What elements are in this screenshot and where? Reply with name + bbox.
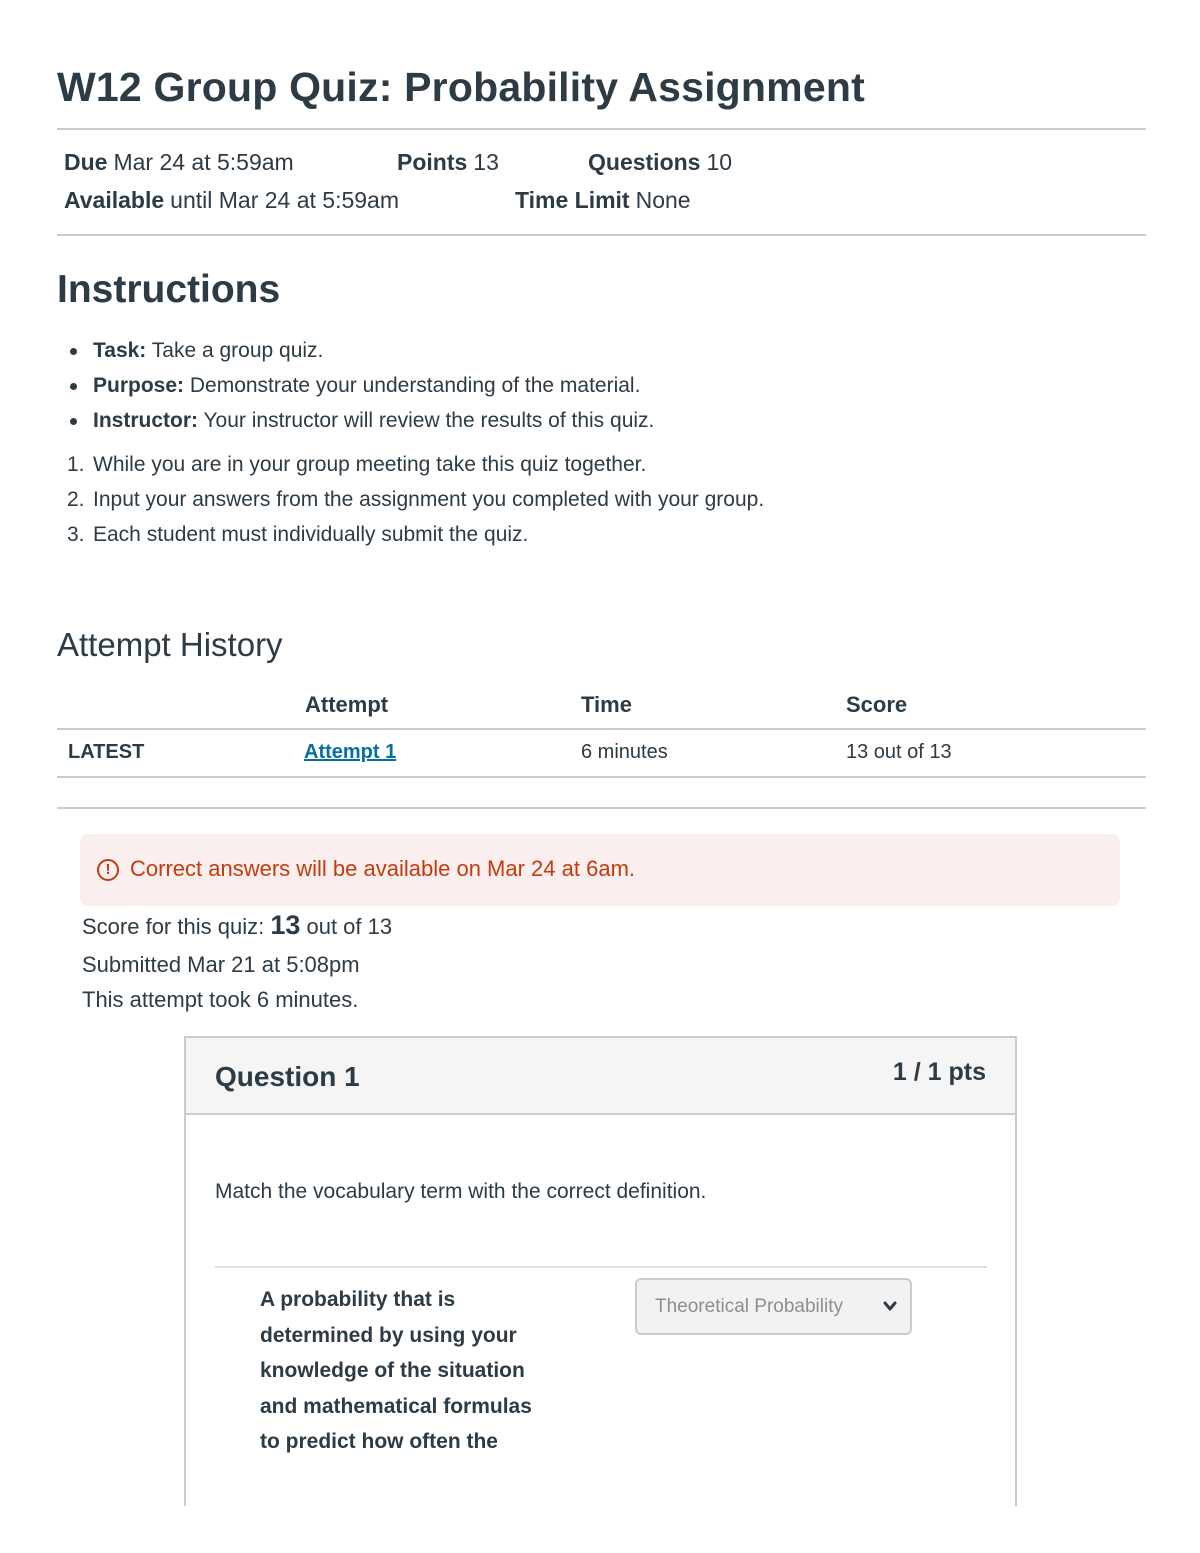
column-header-time: Time xyxy=(581,692,632,717)
selected-answer: Theoretical Probability xyxy=(655,1296,843,1317)
list-item: 3. Each student must individually submit the quiz. xyxy=(67,523,529,546)
table-header-divider xyxy=(57,728,1146,730)
attempt-time: 6 minutes xyxy=(581,741,668,763)
table-row-divider xyxy=(57,776,1146,778)
match-term: A probability that is determined by using your knowledge of the situation and mathematical formulas to predict how often the xyxy=(260,1288,532,1453)
warning-icon: ! xyxy=(97,859,119,881)
chevron-down-icon xyxy=(880,1295,900,1317)
list-item: Purpose: Demonstrate your understanding of the material. xyxy=(93,371,654,406)
available-info: Available until Mar 24 at 5:59am xyxy=(64,187,399,213)
divider xyxy=(57,128,1146,130)
instructions-bullets xyxy=(57,336,654,441)
instructions-steps xyxy=(57,450,764,555)
alert-text: Correct answers will be available on Mar 24 at 6am. xyxy=(130,856,636,881)
question-header xyxy=(186,1038,1015,1115)
list-item: 1. While you are in your group meeting take this quiz together. xyxy=(67,453,647,476)
attempt-history-heading: Attempt History xyxy=(57,626,283,663)
list-item: 2. Input your answers from the assignment you completed with your group. xyxy=(67,488,765,511)
list-item: Instructor: Your instructor will review the results of this quiz. xyxy=(93,406,654,441)
submitted-time: Submitted Mar 21 at 5:08pm xyxy=(82,952,360,977)
divider xyxy=(57,807,1146,809)
correct-answers-alert xyxy=(80,834,1120,906)
attempt-duration: This attempt took 6 minutes. xyxy=(82,987,359,1012)
points-info: Points 13 xyxy=(397,149,499,175)
list-item: Task: Take a group quiz. xyxy=(93,336,654,371)
time-limit-info: Time Limit None xyxy=(515,187,691,213)
column-header-attempt: Attempt xyxy=(305,692,389,717)
attempt-score: 13 out of 13 xyxy=(846,741,952,763)
quiz-score: Score for this quiz: 13 out of 13 xyxy=(82,910,393,940)
answer-select[interactable] xyxy=(635,1278,912,1335)
page-title: W12 Group Quiz: Probability Assignment xyxy=(57,64,865,110)
column-header-score: Score xyxy=(846,692,908,717)
question-card xyxy=(184,1036,1017,1506)
divider xyxy=(215,1266,987,1268)
question-title: Question 1 xyxy=(215,1061,360,1092)
instructions-heading: Instructions xyxy=(57,268,281,311)
question-text: Match the vocabulary term with the correct definition. xyxy=(215,1180,707,1203)
question-points: 1 / 1 pts xyxy=(892,1058,986,1086)
due-info: Due Mar 24 at 5:59am xyxy=(64,149,294,175)
latest-tag: LATEST xyxy=(68,741,145,763)
questions-info: Questions 10 xyxy=(588,149,733,175)
divider xyxy=(57,234,1146,236)
attempt-1-link[interactable]: Attempt 1 xyxy=(304,741,397,763)
